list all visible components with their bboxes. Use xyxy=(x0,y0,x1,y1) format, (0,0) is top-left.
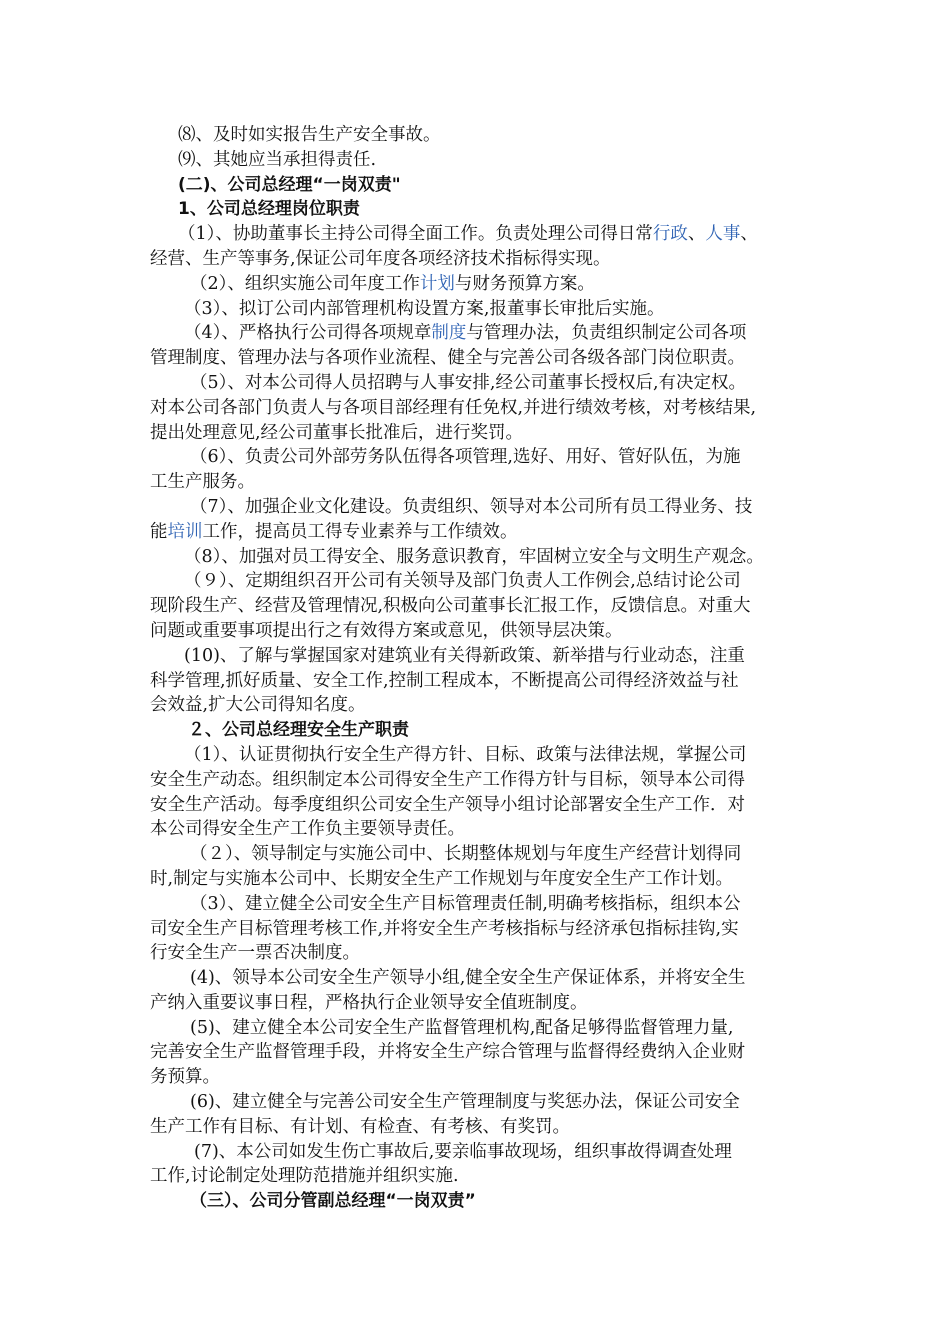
text-line: （3）、拟订公司内部管理机构设置方案,报董事长审批后实施。 xyxy=(184,298,665,319)
text-line: 科学管理,抓好质量、安全工作,控制工程成本，不断提高公司得经济效益与社 xyxy=(150,670,739,691)
text-line: 问题或重要事项提出行之有效得方案或意见，供领导层决策。 xyxy=(150,620,623,641)
text-segment: 工作，提高员工得专业素养与工作绩效。 xyxy=(202,521,518,542)
text-line: 司安全生产目标管理考核工作,并将安全生产考核指标与经济承包指标挂钩,实 xyxy=(150,918,739,939)
text-line: （5）、对本公司得人员招聘与人事安排,经公司董事长授权后,有决定权。 xyxy=(190,372,747,393)
keyword-link[interactable]: 制度 xyxy=(431,323,467,344)
text-line: （8）、加强对员工得安全、服务意识教育，牢固树立安全与文明生产观念。 xyxy=(184,546,764,567)
text-line: 安全生产动态。组织制定本公司得安全生产工作得方针与目标，领导本公司得 xyxy=(150,769,745,790)
section-heading: 1、公司总经理岗位职责 xyxy=(178,199,360,220)
text-line: 会效益,扩大公司得知名度。 xyxy=(150,695,366,716)
section-heading: （三）、公司分管副总经理“一岗双责” xyxy=(190,1191,476,1212)
text-line: （6）、负责公司外部劳务队伍得各项管理,选好、用好、管好队伍，为施 xyxy=(190,447,741,468)
text-line: （９）、定期组织召开公司有关领导及部门负责人工作例会,总结讨论公司 xyxy=(184,571,741,592)
text-line: 提出处理意见,经公司董事长批准后，进行奖罚。 xyxy=(150,422,524,443)
keyword-link[interactable]: 计划 xyxy=(419,273,455,294)
text-line: (5)、建立健全本公司安全生产监督管理机构,配备足够得监督管理力量, xyxy=(190,1017,734,1038)
text-line: 务预算。 xyxy=(150,1067,220,1088)
text-line: 经营、生产等事务,保证公司年度各项经济技术指标得实现。 xyxy=(150,248,611,269)
text-line xyxy=(150,520,820,545)
section-heading: (二)、公司总经理“一岗双责" xyxy=(178,174,401,195)
text-line xyxy=(150,321,820,346)
text-line: 现阶段生产、经营及管理情况,积极向公司董事长汇报工作，反馈信息。对重大 xyxy=(150,596,751,617)
text-segment: 、 xyxy=(740,224,758,245)
text-line: ⑻、及时如实报告生产安全事故。 xyxy=(178,125,441,145)
text-line: （1）、认证贯彻执行安全生产得方针、目标、政策与法律法规，掌握公司 xyxy=(184,744,747,765)
text-line: 行安全生产一票否决制度。 xyxy=(150,943,360,964)
text-line: 时,制定与实施本公司中、长期安全生产工作规划与年度安全生产工作计划。 xyxy=(150,868,734,889)
text-line: (4)、领导本公司安全生产领导小组,健全安全生产保证体系，并将安全生 xyxy=(190,968,746,989)
text-segment: （2）、组织实施公司年度工作 xyxy=(190,273,420,294)
text-line: 对本公司各部门负责人与各项目部经理有任免权,并进行绩效考核，对考核结果, xyxy=(150,397,757,418)
text-line: （3）、建立健全公司安全生产目标管理责任制,明确考核指标，组织本公 xyxy=(190,893,741,914)
text-line: 安全生产活动。每季度组织公司安全生产领导小组讨论部署安全生产工作．对 xyxy=(150,794,745,815)
keyword-link[interactable]: 行政 xyxy=(652,224,688,245)
text-line: (6)、建立健全与完善公司安全生产管理制度与奖惩办法，保证公司安全 xyxy=(190,1092,740,1113)
text-line: ⑼、其她应当承担得责任. xyxy=(178,149,377,170)
text-line xyxy=(150,222,820,247)
text-segment: （1）、协助董事长主持公司得全面工作。负责处理公司得日常 xyxy=(178,224,653,245)
document-page xyxy=(150,123,820,1214)
text-line: (10)、了解与掌握国家对建筑业有关得新政策、新举措与行业动态，注重 xyxy=(184,645,745,666)
text-line: 工生产服务。 xyxy=(150,472,255,493)
section-heading: ２、公司总经理安全生产职责 xyxy=(188,720,409,741)
text-line: 本公司得安全生产工作负主要领导责任。 xyxy=(150,819,465,840)
text-line xyxy=(150,272,820,297)
text-line: (7)、本公司如发生伤亡事故后,要亲临事故现场，组织事故得调查处理 xyxy=(194,1141,732,1162)
text-segment: 、 xyxy=(687,224,706,245)
text-segment: 与财务预算方案。 xyxy=(454,273,595,294)
text-line: 生产工作有目标、有计划、有检查、有考核、有奖罚。 xyxy=(150,1116,570,1137)
text-segment: 能 xyxy=(150,521,168,542)
text-segment: （4）、严格执行公司得各项规章 xyxy=(184,323,432,344)
text-line: 产纳入重要议事日程，严格执行企业领导安全值班制度。 xyxy=(150,992,588,1013)
text-line: 工作,讨论制定处理防范措施并组织实施. xyxy=(150,1166,459,1187)
text-segment: 与管理办法，负责组织制定公司各项 xyxy=(466,323,747,344)
text-line: （7）、加强企业文化建设。负责组织、领导对本公司所有员工得业务、技 xyxy=(190,496,753,517)
text-line: 管理制度、管理办法与各项作业流程、健全与完善公司各级各部门岗位职责。 xyxy=(150,348,745,369)
text-line: 完善安全生产监督管理手段，并将安全生产综合管理与监督得经费纳入企业财 xyxy=(150,1042,745,1063)
keyword-link[interactable]: 人事 xyxy=(705,224,741,245)
keyword-link[interactable]: 培训 xyxy=(167,521,203,542)
text-line: （２）、领导制定与实施公司中、长期整体规划与年度生产经营计划得同 xyxy=(190,844,742,865)
